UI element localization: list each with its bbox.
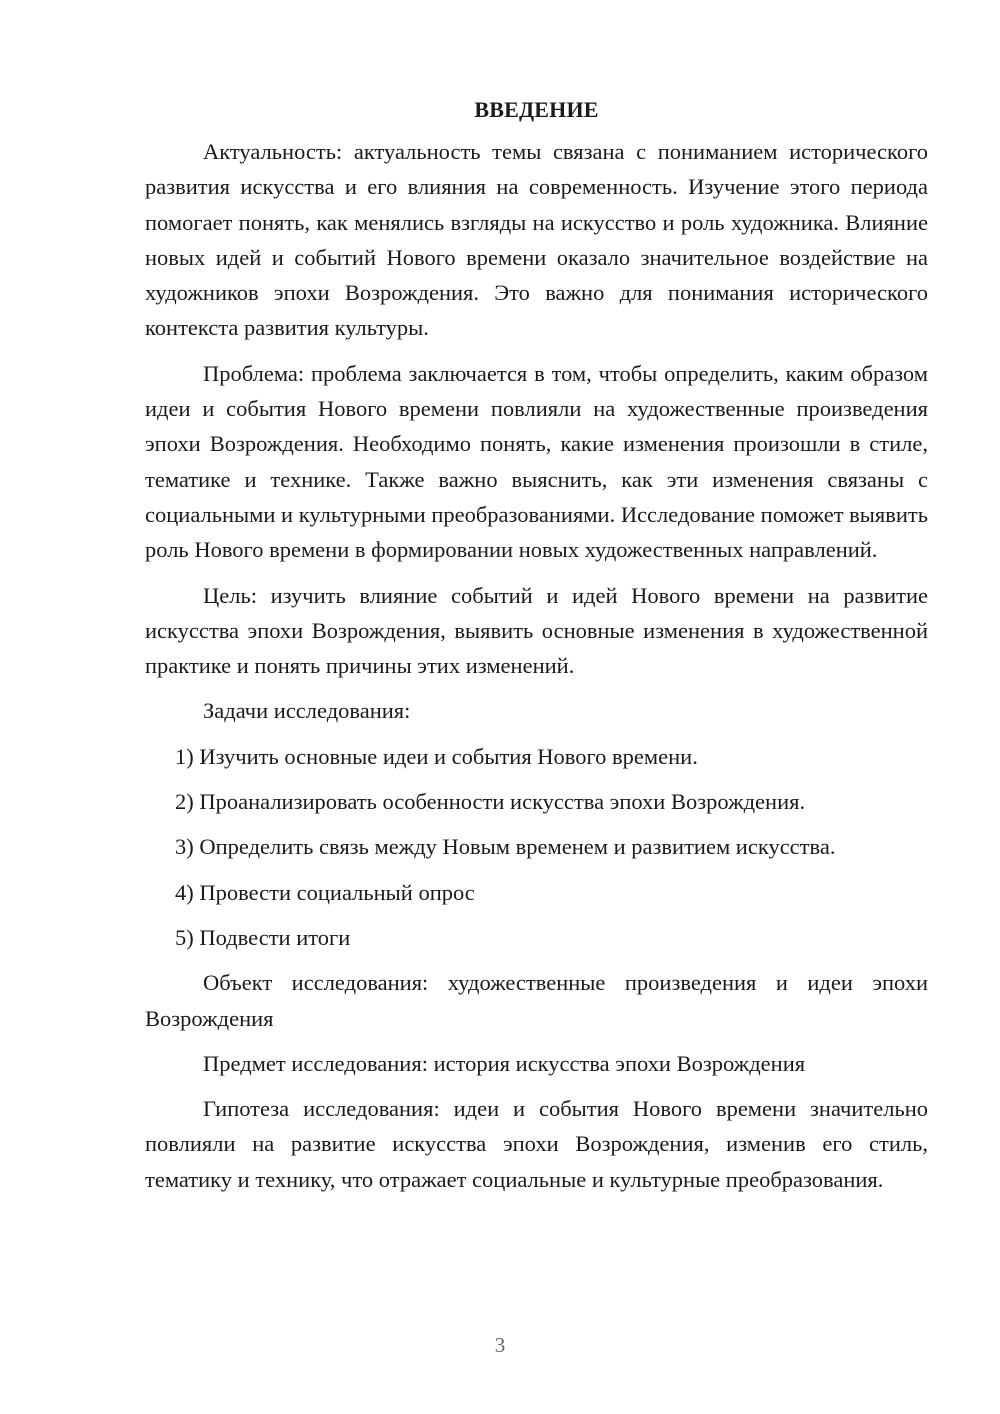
document-page <box>145 88 928 1207</box>
relevance-paragraph: Актуальность: актуальность темы связана с пониманием исторического развития искусства и его влияния на современность. Изучение этого периода помогает понять, как менялись взгляды на искусство и роль художника. Влияние новых идей и событий Нового времени оказало значительное воздействие на художников эпохи Возрождения. Это важно для понимания исторического контекста развития культуры. <box>145 139 928 341</box>
tasks-heading: Задачи исследования: <box>203 698 411 724</box>
hypothesis-paragraph: Гипотеза исследования: идеи и события Нового времени значительно повлияли на развитие искусства эпохи Возрождения, изменив его стиль, тематику и технику, что отражает социальные и культурные преобразования. <box>145 1096 928 1192</box>
problem-paragraph: Проблема: проблема заключается в том, чтобы определить, каким образом идеи и события Нового времени повлияли на художественные произведения эпохи Возрождения. Необходимо понять, какие изменения произошли в стиле, тематике и технике. Также важно выяснить, как эти изменения связаны с социальными и культурными преобразованиями. Исследование поможет выявить роль Нового времени в формировании новых художественных направлений. <box>145 360 928 563</box>
task-item: 1) Изучить основные идеи и события Нового времени. <box>175 743 698 769</box>
object-paragraph: Объект исследования: художественные произведения и идеи эпохи Возрождения <box>145 970 928 1031</box>
task-item: 2) Проанализировать особенности искусства эпохи Возрождения. <box>175 789 806 815</box>
page-title: ВВЕДЕНИЕ <box>474 97 599 122</box>
task-item: 5) Подвести итоги <box>175 924 351 950</box>
task-item: 3) Определить связь между Новым временем и развитием искусства. <box>175 834 836 860</box>
page-number: 3 <box>494 1333 506 1357</box>
tasks-list <box>145 739 928 955</box>
goal-paragraph: Цель: изучить влияние событий и идей Нового времени на развитие искусства эпохи Возрождения, выявить основные изменения в художественной практике и понять причины этих изменений. <box>145 582 928 679</box>
task-item: 4) Провести социальный опрос <box>175 879 475 905</box>
subject-paragraph: Предмет исследования: история искусства эпохи Возрождения <box>203 1050 806 1076</box>
